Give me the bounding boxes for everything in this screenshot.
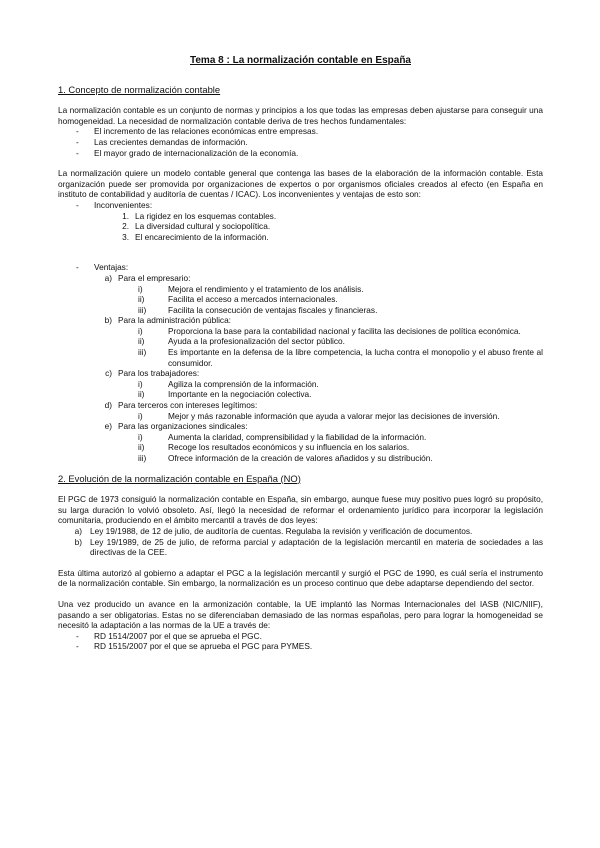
list-item: 2. La diversidad cultural y sociopolítica. [122,221,271,232]
facts-list [58,126,543,158]
list-item: i) Mejora el rendimiento y el tratamiento de los análisis. [138,283,364,294]
list-item: d) Para terceros con intereses legítimos: [104,400,258,411]
s2-paragraph-2: Esta última autorizó al gobierno a adaptar el PGC a la legislación mercantil y surgió el PGC de 1990, es cuál sería el instrumento de la normalización contable. Sin embargo, la normalización es un proceso continuo que debe adaptarse dependiendo del sector. [58,567,543,589]
list-item: i) Mejor y más razonable información que ayuda a valorar mejor las decisiones de inversión. [138,410,500,421]
list-item: ii) Importante en la negociación colectiva. [138,389,312,400]
s2-paragraph-1: El PGC de 1973 consiguió la normalización contable en España, sin embargo, aunque fuese muy positivo pues logró su propósito, su larga duración lo volvió obsoleto. Así, llegó la necesidad de reformar el ordenamiento jurídico para incorporar la legislación comunitaria, produciendo en el ámbito mercantil a través de dos leyes: [58,494,543,526]
list-item: a) Ley 19/1988, de 12 de julio, de auditoría de cuentas. Regulaba la revisión y verificación de documentos. [74,525,473,536]
list-item: 3. El encarecimiento de la información. [122,231,269,242]
list-item: a) Para el empresario: [104,272,191,283]
list-item: 1. La rigidez en los esquemas contables. [122,210,277,221]
list-item: - Las crecientes demandas de información. [76,136,248,147]
laws-list [58,526,543,558]
list-item: ii) Ayuda a la profesionalización del sector público. [138,336,345,347]
list-item: - RD 1514/2007 por el que se aprueba el PGC. [76,630,262,641]
rd-list [58,631,543,652]
list-item: iii) Es importante en la defensa de la libre competencia, la lucha contra el monopolio y el abuso frente al consumidor. [138,347,543,368]
section-2-heading: 2. Evolución de la normalización contable en España (NO) [58,472,301,484]
list-item: b) Para la administración pública: [104,315,231,326]
document-title: Tema 8 : La normalización contable en España [190,55,411,66]
document-page [58,56,543,652]
s1-paragraph-1: La normalización contable es un conjunto de normas y principios a los que todas las empresas deben ajustarse para conseguir una homogeneidad. La necesidad de normalización contable deriva de tres hechos fundamentales: [58,105,543,126]
list-item: ii) Facilita el acceso a mercados internacionales. [138,294,338,305]
ventajas-label: - Ventajas: [76,262,129,273]
list-item: ii) Recoge los resultados económicos y su influencia en los salarios. [138,442,410,453]
list-item: c) Para los trabajadores: [105,368,200,379]
list-item: - El mayor grado de internacionalización de la economía. [76,147,299,158]
ventajas-list [58,273,543,464]
inconvenientes-label: - Inconvenientes: [76,199,153,210]
s1-paragraph-2: La normalización quiere un modelo contable general que contenga las bases de la elaboración de la información contable. Esta organización puede ser promovida por organizaciones de expertos o por organismos oficiales creados al efecto (en España en instituto de contabilidad y auditoría de cuentas / ICAC). Los inconvenientes y ventajas de esto son: [58,168,543,200]
list-item: i) Proporciona la base para la contabilidad nacional y facilita las decisiones de política económica. [138,325,521,336]
section-1-heading: 1. Concepto de normalización contable [58,83,221,95]
list-item: - El incremento de las relaciones económicas entre empresas. [76,126,319,137]
list-item: i) Aumenta la claridad, comprensibilidad y la fiabilidad de la información. [138,431,427,442]
list-item: iii) Facilita la consecución de ventajas fiscales y financieras. [138,304,378,315]
list-item: iii) Ofrece información de la creación de valores añadidos y su distribución. [138,453,433,463]
s2-paragraph-3: Una vez producido un avance en la armonización contable, la UE implantó las Normas Internacionales del IASB (NIC/NIIF), pasando a ser obligatorias. Estas no se diferenciaban demasiado de las normas españolas, pero para lograr la homogeneidad se necesitó la adaptación a las normas de la UE a través de: [58,598,543,631]
list-item: b) Ley 19/1989, de 25 de julio, de reforma parcial y adaptación de la legislación mercantil en materia de sociedades a las directivas de la CEE. [74,536,543,558]
list-item: - RD 1515/2007 por el que se aprueba el PGC para PYMES. [76,641,313,652]
inconvenientes-list [58,211,543,243]
list-item: i) Agiliza la comprensión de la información. [138,378,319,389]
list-item: e) Para las organizaciones sindicales: [104,421,248,432]
